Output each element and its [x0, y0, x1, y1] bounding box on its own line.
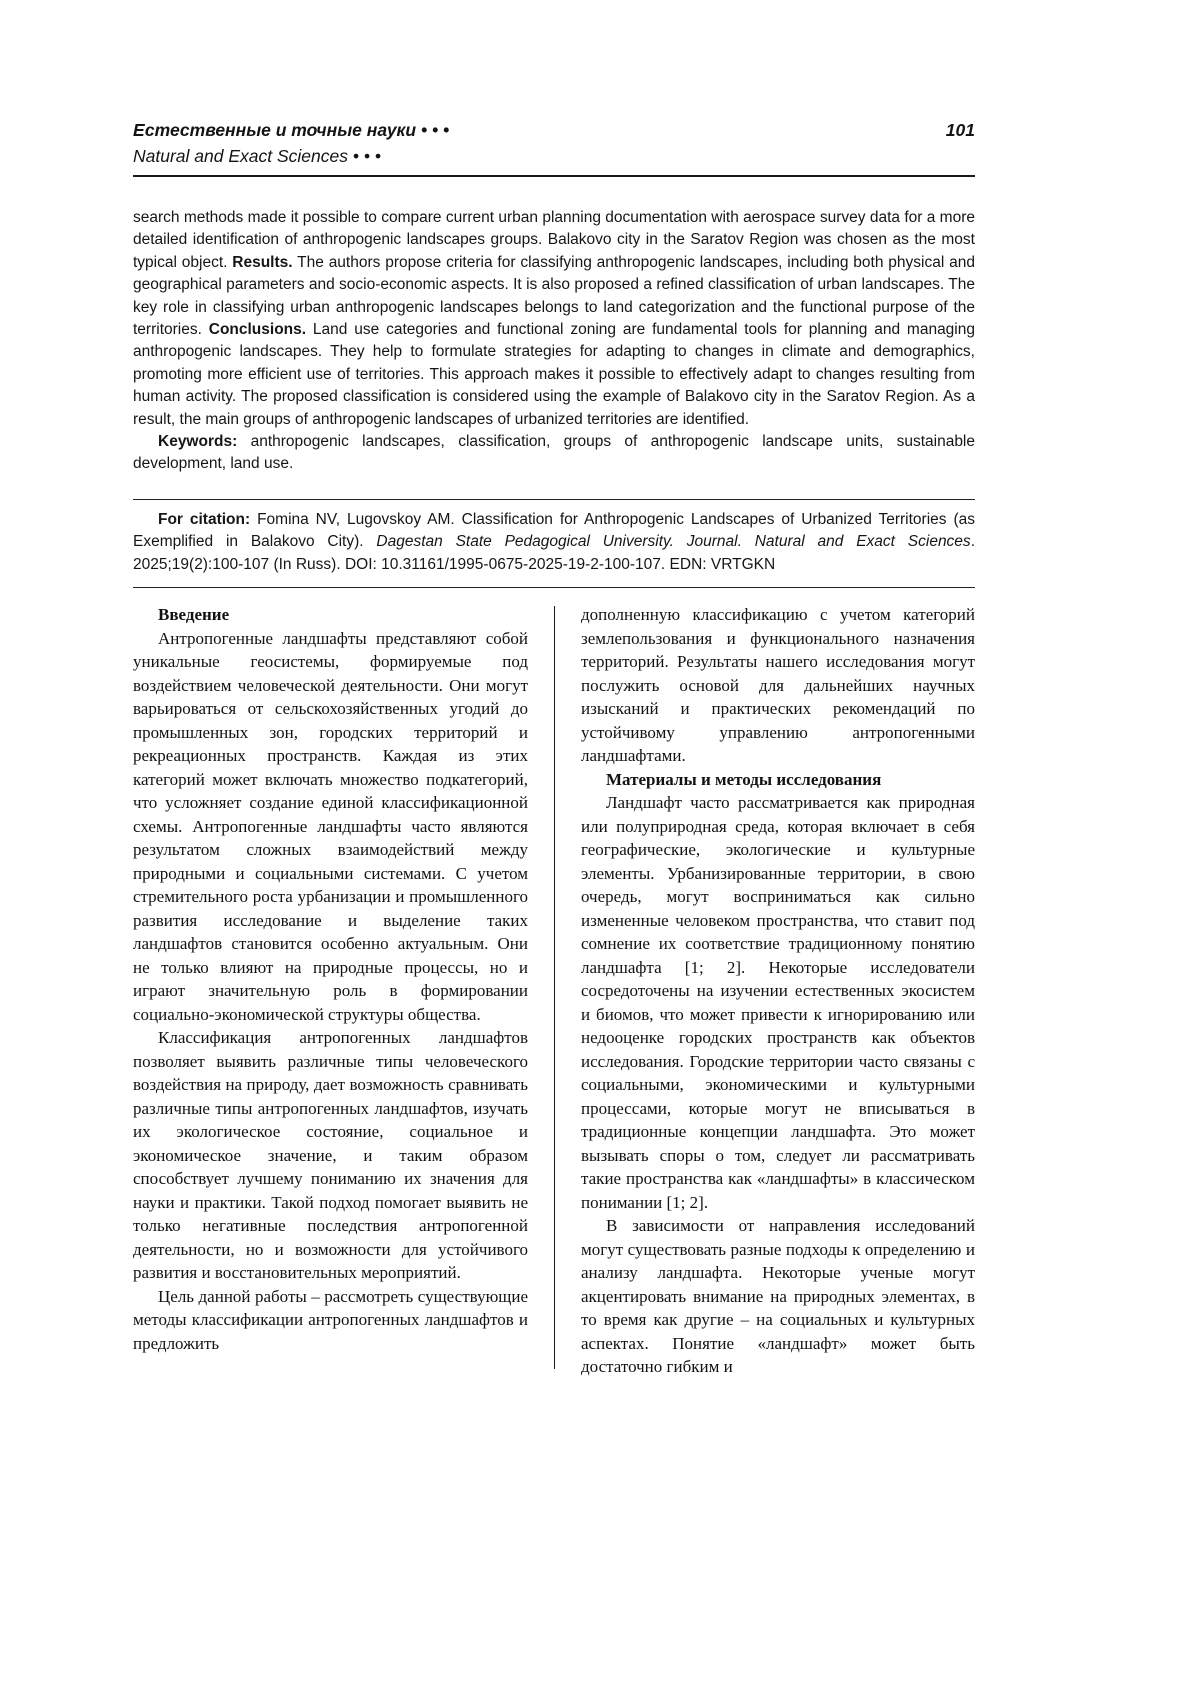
- paragraph: В зависимости от направления исследований могут существовать разные подходы к определению и анализу ландшафта. Некоторые ученые могут акцентировать внимание на природных элементах, в то время как другие – на социальных и культурных аспектах. Понятие «ландшафт» может быть достаточно гибким и: [581, 1216, 975, 1377]
- citation-authors-title: Fomina NV, Lugovskoy AM. Classification for Anthropogenic Landscapes of Urbanized Territories (as Exemplified in Balakovo City).: [133, 510, 975, 551]
- paragraph: Классификация антропогенных ландшафтов позволяет выявить различные типы человеческого воздействия на природу, дает возможность сравнивать различные типы антропогенных ландшафтов, изучать их экологическое состояние, социальное и экономическое значение, и таким образом способствует лучшему пониманию их значения для науки и практики. Такой подход помогает выявить не только негативные последствия антропогенной деятельности, но и возможности для устойчивого развития и восстановительных мероприятий.: [133, 1028, 528, 1283]
- citation-issue-doi: . 2025;19(2):100-107 (In Russ). DOI: 10.31161/1995-0675-2025-19-2-100-107. EDN: VRTGKN: [133, 533, 975, 573]
- page-number: 101: [945, 120, 975, 140]
- journal-title-en: Natural and Exact Sciences • • •: [133, 146, 381, 166]
- keywords-label: Keywords:: [158, 433, 238, 451]
- paragraph-continuation: дополненную классификацию с учетом категорий землепользования и функционального назначения территорий. Результаты нашего исследования могут послужить основой для дальнейших научных изысканий и практических рекомендаций по устойчивому управлению антропогенными ландшафтами.: [581, 605, 975, 766]
- abstract-section: [133, 207, 975, 476]
- citation-paragraph: [133, 509, 975, 576]
- header-rule: [133, 175, 975, 177]
- conclusions-text: Land use categories and functional zoning are fundamental tools for planning and managing anthropogenic landscapes. They help to formulate strategies for adapting to changes in climate and demographics, promoting more efficient use of territories. This approach makes it possible to effectively adapt to changes resulting from human activity. The proposed classification is considered using the example of Balakovo city in the Saratov Region. As a result, the main groups of anthropogenic landscapes of urbanized territories are identified.: [133, 321, 975, 428]
- left-column: [133, 603, 528, 1379]
- article-body: [133, 603, 975, 1379]
- keywords-text: anthropogenic landscapes, classification, groups of anthropogenic landscape units, sustainable development, land use.: [133, 433, 975, 473]
- keywords-paragraph: [133, 431, 975, 476]
- paragraph: Цель данной работы – рассмотреть существующие методы классификации антропогенных ландшафтов и предложить: [133, 1286, 528, 1353]
- heading-materials-methods: Материалы и методы исследования: [606, 769, 882, 789]
- citation-journal-name: Dagestan State Pedagogical University. Journal. Natural and Exact Sciences: [376, 533, 971, 551]
- paragraph: Ландшафт часто рассматривается как природная или полуприродная среда, которая включает в себя географические, экологические и культурные элементы. Урбанизированные территории, в свою очередь, могут восприниматься как сильно измененные человеком пространства, что ставит под сомнение их соответствие традиционному понятию ландшафта [1; 2]. Некоторые исследователи сосредоточены на изучении естественных экосистем и биомов, что может привести к игнорированию или недооценке городских пространств как объектов исследования. Городские территории часто связаны с социальными, экономическими и культурными процессами, которые могут не вписываться в традиционные концепции ландшафта. Это может вызывать споры о том, следует ли рассматривать такие пространства как «ландшафты» в классическом понимании [1; 2].: [581, 793, 975, 1212]
- right-column: [581, 603, 975, 1379]
- abstract-paragraph: [133, 207, 975, 431]
- abstract-lead-text: search methods made it possible to compare current urban planning documentation with aerospace survey data for a more detailed identification of anthropogenic landscapes groups. Balakovo city in the Saratov Region was chosen as the most typical object.: [133, 209, 975, 271]
- citation-block: [133, 499, 975, 588]
- results-text: The authors propose criteria for classifying anthropogenic landscapes, including both physical and geographical parameters and socio-economic aspects. It is also proposed a refined classification of urban landscapes. The key role in classifying urban anthropogenic landscapes belongs to land categorization and the functional purpose of the territories.: [133, 253, 976, 339]
- journal-title-ru: Естественные и точные науки • • •: [133, 120, 450, 140]
- page-header: [133, 118, 975, 177]
- running-head-row: [133, 118, 975, 142]
- results-label: Results.: [232, 253, 293, 271]
- column-divider: [554, 606, 555, 1369]
- conclusions-label: Conclusions.: [208, 321, 307, 339]
- for-citation-label: For citation:: [158, 510, 251, 528]
- heading-introduction: Введение: [158, 605, 230, 625]
- paragraph: Антропогенные ландшафты представляют собой уникальные геосистемы, формируемые под воздействием человеческой деятельности. Они могут варьироваться от сельскохозяйственных угодий до промышленных зон, городских территорий и рекреационных пространств. Каждая из этих категорий может включать множество подкатегорий, что усложняет создание единой классификационной схемы. Антропогенные ландшафты часто являются результатом сложных взаимодействий между природными и социальными системами. С учетом стремительного роста урбанизации и промышленного развития исследование и выделение таких ландшафтов становится особенно актуальным. Они не только влияют на природные процессы, но и играют значительную роль в формировании социально-экономической структуры общества.: [133, 628, 528, 1024]
